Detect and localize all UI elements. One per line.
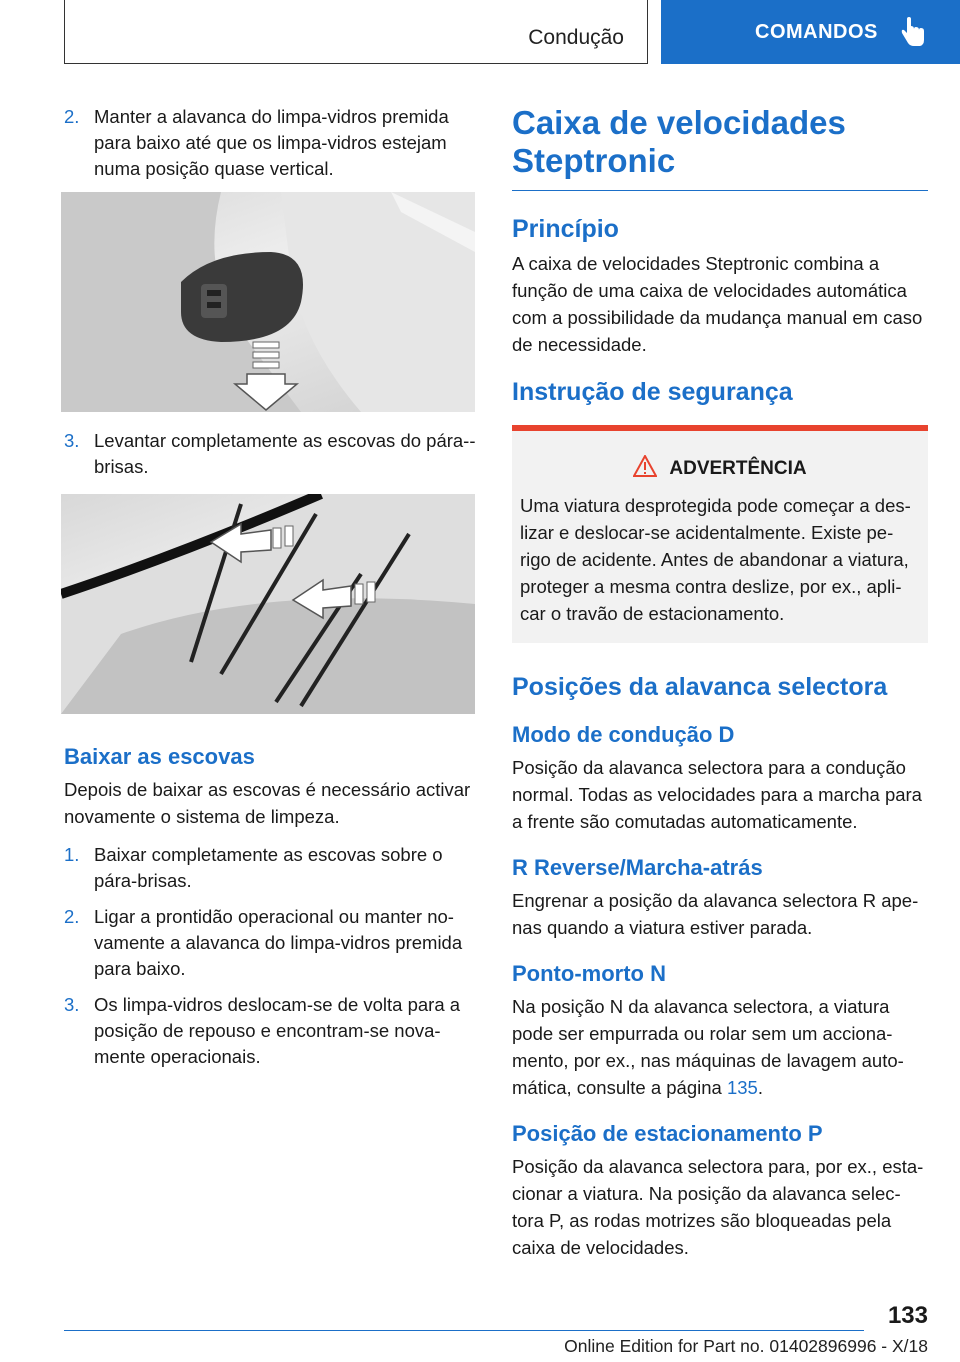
list-item — [64, 842, 476, 894]
list-item — [64, 904, 476, 982]
mode-n-text — [512, 993, 928, 1101]
step-text: Levantar completamente as escovas do pára--brisas. — [94, 430, 476, 477]
step-text: Baixar completamente as escovas sobre o pára-brisas. — [94, 844, 443, 891]
step-text: Manter a alavanca do limpa-vidros premida para baixo até que os limpa-vidros estejam numa posição quase vertical. — [94, 106, 449, 179]
principle-text: A caixa de velocidades Steptronic combina a função de uma caixa de velocidades automática com a possibilidade da mudança manual em caso de necessidade. — [512, 253, 923, 355]
safety-title: Instrução de segurança — [512, 378, 793, 406]
warning-text: Uma viatura desprotegida pode começar a des-lizar e deslocar-se acidentalmente. Existe pe-rigo de acidente. Antes de abandonar a viatura, proteger a mesma contra deslize, por ex., apli-car o travão de estacionamento. — [520, 495, 911, 624]
mode-p-text: Posição da alavanca selectora para, por ex., esta-cionar a viatura. Na posição da alavanca selec-tora P, as rodas motrizes são bloqueadas pela caixa de velocidades. — [512, 1156, 924, 1258]
mode-d-title: Modo de condução D — [512, 722, 735, 747]
section-intro: Depois de baixar as escovas é necessário activar novamente o sistema de limpeza. — [64, 779, 471, 827]
warning-box — [512, 425, 928, 643]
step-text: Os limpa-vidros deslocam-se de volta para a posição de repouso e encontram-se nova-mente operacionais. — [94, 994, 461, 1067]
chapter-tab[interactable] — [661, 0, 960, 64]
step-number: 3. — [64, 430, 80, 451]
mode-n-text-end: . — [757, 1077, 763, 1098]
mode-d-text: Posição da alavanca selectora para a condução normal. Todas as velocidades para a marcha para a frente são comutadas automaticamente. — [512, 757, 922, 832]
mode-r-text: Engrenar a posição da alavanca selectora R ape-nas quando a viatura estiver parada. — [512, 890, 919, 938]
pointing-hand-icon — [900, 17, 926, 47]
step-text: Ligar a prontidão operacional ou manter no-vamente a alavanca do limpa-vidros premida para baixo. — [94, 906, 463, 979]
header-section-title: Condução — [528, 26, 624, 49]
warning-label: ADVERTÊNCIA — [669, 457, 807, 479]
section-title-lower-wipers: Baixar as escovas — [64, 744, 255, 769]
left-column — [64, 104, 476, 1080]
footer-divider — [64, 1330, 864, 1331]
warning-triangle-icon — [633, 455, 657, 482]
list-item — [64, 428, 476, 480]
positions-title: Posições da alavanca selectora — [512, 673, 888, 701]
chapter-tab-label: COMANDOS — [755, 20, 878, 43]
page-title: Caixa de velocidades Steptronic — [512, 104, 846, 179]
step-number: 2. — [64, 906, 80, 927]
step-number: 2. — [64, 106, 80, 127]
page-reference-link[interactable]: 135 — [726, 1077, 758, 1098]
wiper-raise-illustration — [61, 494, 475, 714]
page-number: 133 — [887, 1302, 928, 1329]
edition-footer: Online Edition for Part no. 01402896996 - X/18 — [564, 1336, 928, 1356]
wiper-lever-illustration — [61, 192, 475, 412]
step-number: 1. — [64, 844, 80, 865]
step-number: 3. — [64, 994, 80, 1015]
list-item — [64, 992, 476, 1070]
mode-n-title: Ponto-morto N — [512, 961, 666, 986]
list-item — [64, 104, 476, 182]
mode-r-title: R Reverse/Marcha-atrás — [512, 855, 763, 880]
mode-n-text-main: Na posição N da alavanca selectora, a viatura pode ser empurrada ou rolar sem um acciona-mento, por ex., nas máquinas de lavagem auto-mática, consulte a página — [512, 996, 904, 1098]
warning-header — [520, 455, 920, 482]
mode-p-title: Posição de estacionamento P — [512, 1121, 823, 1146]
principle-title: Princípio — [512, 215, 619, 243]
right-column — [512, 104, 928, 1261]
title-divider — [512, 190, 928, 191]
